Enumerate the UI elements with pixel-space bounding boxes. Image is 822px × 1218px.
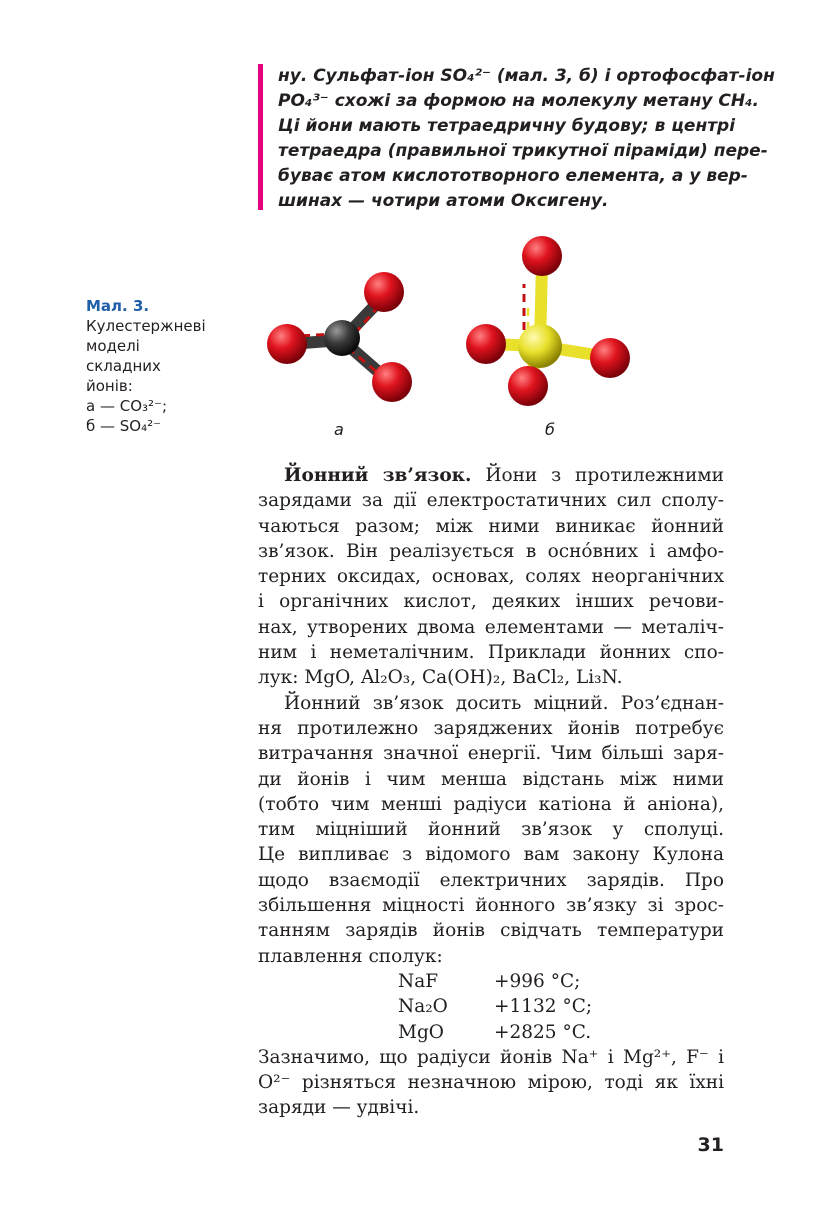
text-line: витрачання значної енергії. Чим більші заря- (258, 743, 724, 765)
caption-line: складних (86, 357, 161, 375)
text-line: чаються разом; між ними виникає йонний (258, 515, 724, 537)
text-line: збільшення міцності йонного зв’язку зі зрос- (258, 895, 724, 917)
oxygen-atom (364, 272, 404, 312)
text-line: ди йонів і чим менша відстань між ними (258, 768, 724, 790)
body-text (258, 463, 724, 1121)
compound-name: NaF (398, 970, 439, 992)
text-line: зарядами за дії електростатичних сил сполу- (258, 490, 724, 512)
text-line: щодо взаємодії електричних зарядів. Про (258, 869, 724, 891)
oxygen-atom (508, 366, 548, 406)
note-line: буває атом кислототворного елемента, а у вер- (278, 166, 748, 186)
sulfate-ion-model (460, 234, 640, 410)
caption-line: моделі (86, 337, 140, 355)
note-accent-bar (258, 64, 263, 210)
text-line: зв’язок. Він реалізується в оснóвних і амфо- (258, 540, 724, 562)
text-line: і органічних кислот, деяких інших речови- (258, 591, 724, 613)
note-line: PO₄³⁻ схожі за формою на молекулу метану CH₄. (278, 91, 759, 111)
text-line: плавлення сполук: (258, 945, 443, 967)
section-heading: Йонний зв’язок. (284, 465, 472, 486)
figure-caption (86, 296, 236, 436)
compound-name: Na₂O (398, 996, 448, 1018)
note-line: шинах — чотири атоми Оксигену. (278, 191, 609, 211)
caption-item-b: б — SO₄²⁻ (86, 417, 162, 435)
text-fragment: Йони з протилежними (471, 465, 725, 486)
compound-name: MgO (398, 1021, 444, 1043)
text-line: лук: MgO, Al₂O₃, Ca(OH)₂, BaCl₂, Li₃N. (258, 667, 623, 689)
text-line: терних оксидах, основах, солях неорганічних (258, 566, 724, 588)
note-line: Ці йони мають тетраедричну будову; в центрі (278, 116, 736, 136)
oxygen-atom (372, 362, 412, 402)
figure-label-b: б (545, 420, 555, 439)
table-row (258, 969, 724, 994)
text-line: O²⁻ різняться незначною мірою, тоді як їхні (258, 1072, 724, 1094)
sulfur-atom (518, 324, 562, 368)
text-line: Це випливає з відомого вам закону Кулона (258, 844, 724, 866)
carbonate-ion-model (262, 262, 422, 402)
text-line: ня протилежно заряджених йонів потребує (258, 717, 724, 739)
melting-temperature: +2825 °C. (494, 1021, 592, 1043)
text-line: заряди — удвічі. (258, 1097, 420, 1119)
table-row (258, 994, 724, 1019)
table-row (258, 1020, 724, 1045)
note-block (258, 64, 775, 211)
text-line: нах, утворених двома елементами — металіч- (258, 616, 724, 638)
text-line: ним і неметалічним. Приклади йонних спо- (258, 642, 724, 664)
text-line: Йонний зв’язок досить міцний. Роз’єднан- (284, 692, 724, 714)
oxygen-atom (267, 324, 307, 364)
caption-line: йонів: (86, 377, 133, 395)
carbon-atom (324, 320, 360, 356)
text-line: Зазначимо, що радіуси йонів Na⁺ і Mg²⁺, F⁻ і (258, 1046, 724, 1068)
figure-label-a: а (334, 420, 344, 439)
melting-point-table (258, 969, 724, 1045)
melting-temperature: +1132 °C; (494, 996, 593, 1018)
text-line (258, 463, 724, 488)
oxygen-atom (590, 338, 630, 378)
note-text (278, 64, 775, 214)
text-line: (тобто чим менші радіуси катіона й аніона), (258, 793, 724, 815)
oxygen-atom (522, 236, 562, 276)
melting-temperature: +996 °C; (494, 970, 581, 992)
caption-item-a: а — CO₃²⁻; (86, 397, 168, 415)
note-line: ну. Сульфат-іон SO₄²⁻ (мал. 3, б) і ортофосфат-іон (278, 66, 775, 86)
page-number: 31 (697, 1134, 724, 1156)
caption-title: Мал. 3. (86, 297, 150, 315)
oxygen-atom (466, 324, 506, 364)
text-line: тим міцніший йонний зв’язок у сполуці. (258, 819, 724, 841)
note-line: тетраедра (правильної трикутної піраміди) пере- (278, 141, 768, 161)
text-line: танням зарядів йонів свідчать температури (258, 920, 724, 942)
caption-line: Кулестержневі (86, 317, 206, 335)
